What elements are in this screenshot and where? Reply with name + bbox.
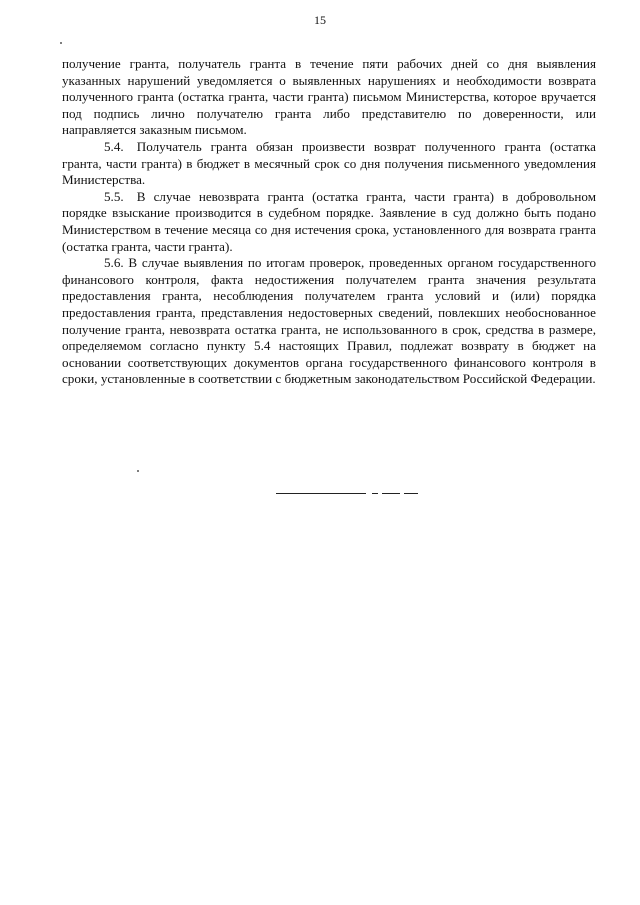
rule-segment	[276, 493, 366, 494]
rule-segment	[382, 493, 400, 494]
paragraph-continuation: получение гранта, получатель гранта в течение пяти рабочих дней со дня выявления указанных нарушений уведомляется о выявленных нарушениях и необходимости возврата полученного гранта (остатка гранта, части гранта) письмом Министерства, которое вручается под подпись лично получателю гранта либо представителю по доверенности, или направляется заказным письмом.	[62, 56, 596, 138]
scan-speck	[137, 470, 139, 472]
paragraph-5-6: 5.6. В случае выявления по итогам проверок, проведенных органом государственного финансового контроля, факта недостижения получателем гранта значения результата предоставления гранта, несоблюдения получателем гранта условий и (или) порядка предоставления гранта, представления недостоверных сведений, повлекших необоснованное получение гранта, невозврата остатка гранта, не использованного в срок, средства в размере, определяемом согласно пункту 5.4 настоящих Правил, подлежат возврату в бюджет на основании соответствующих документов органа государственного финансового контроля в сроки, установленные в соответствии с бюджетным законодательством Российской Федерации.	[62, 255, 596, 387]
document-body	[62, 56, 596, 388]
rule-segment	[404, 493, 418, 494]
scan-speck	[60, 42, 62, 44]
paragraph-5-5: 5.5. В случае невозврата гранта (остатка гранта, части гранта) в добровольном порядке взыскание производится в судебном порядке. Заявление в суд должно быть подано Министерством в течение месяца со дня истечения срока, установленного для возврата гранта (остатка гранта, части гранта).	[62, 188, 596, 254]
paragraph-5-4: 5.4. Получатель гранта обязан произвести возврат полученного гранта (остатка гранта, части гранта) в бюджет в месячный срок со дня получения письменного уведомления Министерства.	[62, 138, 596, 188]
page-number: 15	[314, 13, 326, 27]
rule-segment	[372, 493, 378, 494]
